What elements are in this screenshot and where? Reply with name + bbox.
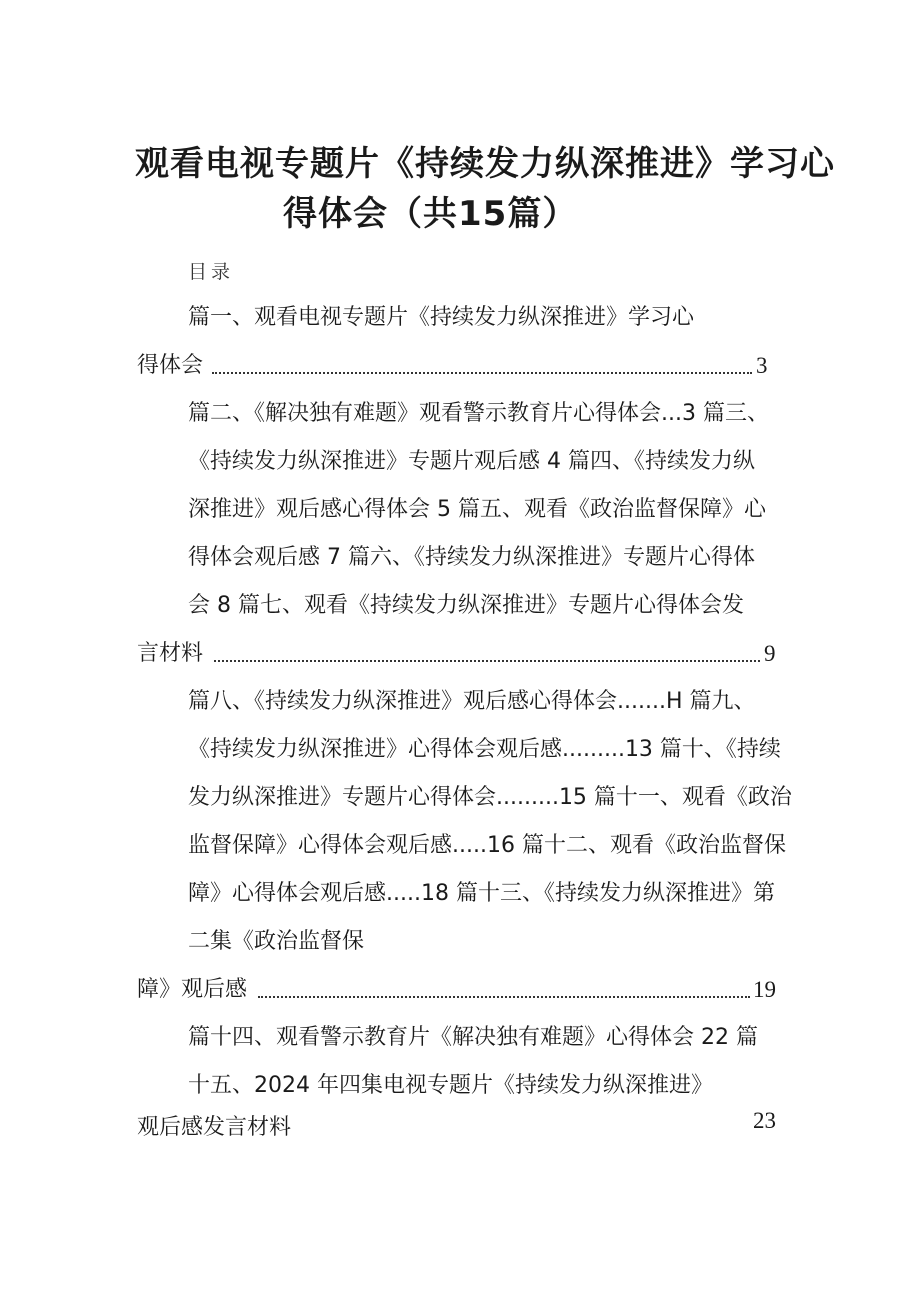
toc-line: 观后感发言材料 [137,1115,292,1140]
toc-leader-dots [258,996,750,998]
toc-line: 障》观后感 [137,977,248,1002]
toc-leader-dots [212,372,752,374]
toc-line: 二集《政治监督保 [188,929,365,954]
toc-line: 《持续发力纵深推进》专题片观后感 4 篇四、《持续发力纵 [188,449,755,474]
toc-line: 言材料 [137,641,204,666]
toc-page-number: 9 [764,641,776,666]
toc-line: 得体会观后感 7 篇六、《持续发力纵深推进》专题片心得体 [188,545,755,570]
toc-page-number: 3 [756,353,768,378]
toc-line: 监督保障》心得体会观后感.....16 篇十二、观看《政治监督保 [188,833,786,858]
toc-line: 得体会 [137,353,204,378]
toc-line: 十五、2024 年四集电视专题片《持续发力纵深推进》 [188,1073,713,1098]
toc-page-number: 19 [753,977,776,1002]
toc-line: 篇十四、观看警示教育片《解决独有难题》心得体会 22 篇 [188,1025,758,1050]
toc-line: 篇一、观看电视专题片《持续发力纵深推进》学习心 [188,305,695,330]
document-title-line-1: 观看电视专题片《持续发力纵深推进》学习心 [135,144,835,184]
toc-line: 障》心得体会观后感.....18 篇十三、《持续发力纵深推进》第 [188,881,775,906]
toc-page-number: 23 [753,1108,776,1133]
document-title-line-2: 得体会（共15篇） [283,194,578,234]
toc-line: 《持续发力纵深推进》心得体会观后感.........13 篇十、《持续 [188,737,781,762]
toc-line: 发力纵深推进》专题片心得体会.........15 篇十一、观看《政治 [188,785,792,810]
toc-line: 会 8 篇七、观看《持续发力纵深推进》专题片心得体会发 [188,593,744,618]
toc-line: 深推进》观后感心得体会 5 篇五、观看《政治监督保障》心 [188,497,766,522]
toc-leader-dots [214,660,760,662]
toc-line: 篇二、《解决独有难题》观看警示教育片心得体会...3 篇三、 [188,401,769,426]
toc-heading: 目录 [188,261,235,283]
toc-line: 篇八、《持续发力纵深推进》观后感心得体会.......H 篇九、 [188,689,756,714]
